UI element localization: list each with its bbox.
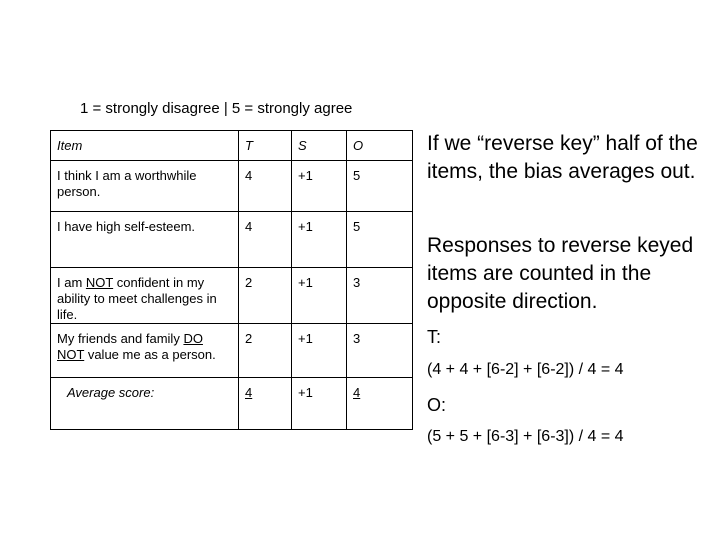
reverse-key-paragraph: If we “reverse key” half of the items, the bias averages out. bbox=[427, 132, 698, 183]
item-text-emphasis: NOT bbox=[85, 275, 114, 290]
t-cell: 4 bbox=[239, 212, 292, 268]
s-cell: +1 bbox=[292, 212, 347, 268]
average-label: Average score: bbox=[51, 378, 239, 430]
item-text: I think I am a worthwhile person. bbox=[57, 168, 197, 199]
t-label: T: bbox=[427, 327, 442, 347]
item-text: My friends and family bbox=[57, 331, 184, 346]
s-cell: +1 bbox=[292, 161, 347, 212]
o-cell: 3 bbox=[347, 324, 413, 378]
average-s: +1 bbox=[292, 378, 347, 430]
item-text: confident in my ability to meet challenges in life. bbox=[57, 275, 217, 322]
table-row bbox=[51, 268, 413, 324]
table-row bbox=[51, 324, 413, 378]
reverse-count-paragraph: Responses to reverse keyed items are counted in the opposite direction. bbox=[427, 234, 694, 313]
item-text: I have high self-esteem. bbox=[57, 219, 196, 234]
o-label: O: bbox=[427, 395, 447, 415]
average-o: 4 bbox=[347, 378, 413, 430]
item-text: I am bbox=[57, 275, 86, 290]
header-o: O bbox=[347, 131, 413, 161]
scale-note: 1 = strongly disagree | 5 = strongly agree bbox=[80, 100, 353, 117]
table-header-row bbox=[51, 131, 413, 161]
o-calculation: (5 + 5 + [6-3] + [6-3]) / 4 = 4 bbox=[427, 428, 624, 445]
item-cell bbox=[51, 212, 239, 268]
table-row bbox=[51, 161, 413, 212]
header-item: Item bbox=[51, 131, 239, 161]
average-t: 4 bbox=[239, 378, 292, 430]
average-row bbox=[51, 378, 413, 430]
header-s: S bbox=[292, 131, 347, 161]
header-t: T bbox=[239, 131, 292, 161]
o-cell: 5 bbox=[347, 161, 413, 212]
item-text-emphasis: DO NOT bbox=[57, 331, 203, 362]
o-cell: 5 bbox=[347, 212, 413, 268]
item-cell bbox=[51, 268, 239, 324]
t-calculation: (4 + 4 + [6-2] + [6-2]) / 4 = 4 bbox=[427, 361, 624, 378]
s-cell: +1 bbox=[292, 268, 347, 324]
survey-table bbox=[50, 130, 413, 430]
t-cell: 2 bbox=[239, 324, 292, 378]
t-cell: 2 bbox=[239, 268, 292, 324]
item-cell bbox=[51, 161, 239, 212]
item-text: value me as a person. bbox=[84, 347, 216, 362]
o-cell: 3 bbox=[347, 268, 413, 324]
s-cell: +1 bbox=[292, 324, 347, 378]
table-row bbox=[51, 212, 413, 268]
item-cell bbox=[51, 324, 239, 378]
t-cell: 4 bbox=[239, 161, 292, 212]
